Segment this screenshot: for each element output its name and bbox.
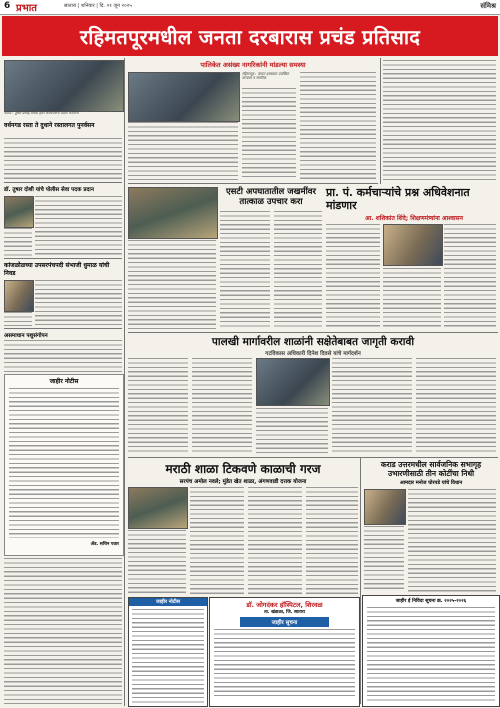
left-story2-body-b xyxy=(4,228,32,256)
tender-ad-body xyxy=(367,607,495,701)
divider xyxy=(128,457,498,458)
karad-subheadline: आमदार मनोज घोरपडे यांचे विधान xyxy=(399,480,463,486)
main-headline: रहिमतपूरमधील जनता दरबारास प्रचंड प्रतिसाद xyxy=(2,16,498,56)
school-body-a xyxy=(128,530,186,594)
karad-body-a xyxy=(408,489,496,592)
divider xyxy=(4,328,122,329)
center-subheadline: पालिकेत असंख्य नागरिकांनी मांडल्या समस्या xyxy=(200,60,306,69)
masthead xyxy=(0,0,500,15)
palkhi-subheadline: गटविकास अधिकारी दिनेश दिवसे यांचे मार्गदर्शन xyxy=(265,351,361,357)
left-story1-headline: वर्धनगड रस्ता ते दुधाने रस्तालगत पुनर्वसन xyxy=(4,122,95,129)
school-body-c xyxy=(248,487,302,594)
upsarpanch-photo xyxy=(4,280,34,312)
left-story2-body xyxy=(35,196,122,256)
karad-body-b xyxy=(364,526,404,592)
divider xyxy=(4,258,122,259)
right-subheadline: आ. शशिकांत शिंदे; शिक्षणमंत्र्यांना आश्वासन xyxy=(365,215,463,222)
column-rule xyxy=(360,458,361,704)
left-top-photo xyxy=(4,60,124,112)
st-body-a xyxy=(220,211,270,329)
right-body-b xyxy=(383,268,441,329)
palkhi-photo xyxy=(256,358,330,406)
left-notice-headline: जाहीर नोटीस xyxy=(49,378,79,385)
left-story3-body-b xyxy=(4,312,32,326)
left-notice-body xyxy=(9,388,119,538)
divider xyxy=(128,183,378,184)
left-top-caption: कराड : तुषार देसाई यांच्या हस्ते करारपत्राचे प्रदान करताना xyxy=(4,111,79,115)
center-subhead-wrap xyxy=(128,58,378,70)
clinic-ad-notice-head: जाहीर सूचना xyxy=(240,617,329,627)
clinic-ad xyxy=(209,597,360,707)
right-photo xyxy=(383,224,443,266)
notice-ad-left xyxy=(128,597,208,707)
school-photo xyxy=(128,487,188,529)
notice-ad-left-body xyxy=(132,609,204,705)
notice-ad-left-head: जाहीर नोटीस xyxy=(129,598,207,606)
left-story3-headline: कांजळोळच्या उपसरपंचपदी संभाजी धुमाळ यांची निवड xyxy=(4,262,110,277)
palkhi-body-b xyxy=(192,358,252,454)
left-notice-box xyxy=(4,374,124,556)
clinic-ad-body xyxy=(214,629,355,697)
karad-headline: कराड उत्तरमधील सार्वजनिक सभागृह उभारणीसाठी तीन कोटींचा निधी xyxy=(380,460,482,478)
tender-ad xyxy=(362,595,500,707)
officer-photo xyxy=(4,196,34,228)
newspaper-logo: प्रभात xyxy=(16,3,38,14)
st-body-c xyxy=(128,240,216,329)
marathi-school-headline: मराठी शाळा टिकवणे काळाची गरज xyxy=(165,462,321,476)
st-accident-photo xyxy=(128,187,218,239)
left-story3-body xyxy=(35,280,122,326)
left-story2-headline: डॉ. तुषार दोशी यांचे पोलीस सेवा पदक प्रदान xyxy=(4,187,94,193)
palkhi-body-e xyxy=(416,358,496,454)
palkhi-headline: पालखी मार्गावरील शाळांनी सक्षेतेबाबत जागृती करावी xyxy=(211,336,415,348)
st-accident-headline: एसटी अपघातातील जखमींवर तात्काळ उपचार करा xyxy=(225,187,316,207)
page-number: 6 xyxy=(4,1,11,11)
right-body-a xyxy=(326,224,380,329)
left-notice-sign: ॲड. सचिन पवार xyxy=(90,542,119,547)
st-body-b xyxy=(274,211,322,329)
right-headline: प्रा. पं. कर्मचाऱ्यांचे प्रश्न अधिवेशनात मांडणार xyxy=(326,186,470,212)
right-top-body xyxy=(383,60,496,182)
left-story4-headline: असमाधान पशुसंगोपन xyxy=(4,333,48,339)
palkhi-body-d xyxy=(332,358,412,454)
center-top-photo xyxy=(128,72,240,122)
left-story4-body xyxy=(4,340,122,372)
clinic-ad-headline: डॉ. जोगदंकर हॉस्पिटल, शिरवळ xyxy=(246,601,323,609)
school-body-b xyxy=(190,487,244,594)
column-rule xyxy=(380,58,381,184)
palkhi-body-c xyxy=(256,408,328,454)
column-rule xyxy=(124,58,125,706)
center-body-b xyxy=(242,88,296,180)
center-caption: रहिमतपूर : जनता दरबारात उपस्थित मान्यवर व नागरिक xyxy=(242,72,289,81)
left-lower-body xyxy=(4,558,122,704)
mla-photo xyxy=(364,489,406,525)
school-body-d xyxy=(306,487,358,594)
section-name: संमिश्र xyxy=(480,2,496,10)
palkhi-body-a xyxy=(128,358,188,454)
center-body-c xyxy=(300,72,376,180)
tender-ad-headline: जाहीर ई निविदा सूचना क्र. २०२५-२०२६ xyxy=(395,599,467,604)
clinic-ad-subline: ता. खंडाळा, जि. सातारा xyxy=(264,610,305,615)
divider xyxy=(4,182,122,183)
left-story1-body xyxy=(4,138,122,180)
marathi-school-subheadline: सरपंच अमोल नवले; मुंडेत खेत शाळा, अंगणवाडी दत्तक योजना xyxy=(179,479,307,485)
dateline: सातारा | शनिवार | दि. २१ जून २०२५ xyxy=(64,3,132,9)
right-body-c xyxy=(444,224,496,329)
center-body-a xyxy=(128,122,238,180)
divider xyxy=(128,332,498,333)
